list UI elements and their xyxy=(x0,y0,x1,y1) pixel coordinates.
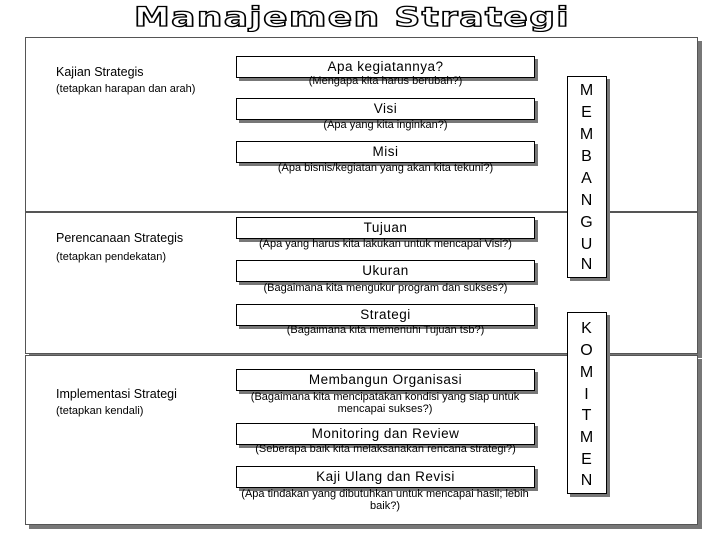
vertical-letter: M xyxy=(579,82,595,99)
box-monitoring-dan-review: Monitoring dan Review xyxy=(236,423,535,445)
section-title: Perencanaan Strategis xyxy=(56,231,184,245)
box-apa-kegiatannya: Apa kegiatannya? xyxy=(236,56,535,78)
vertical-letter: N xyxy=(580,472,594,489)
box-description: (Bagaimana kita mencipatakan kondisi yang siap untuk mencapai sukses?) xyxy=(250,391,520,415)
vertical-letter: M xyxy=(579,429,595,446)
vertical-letter: I xyxy=(584,386,590,403)
vertical-letter: B xyxy=(581,148,593,165)
section-subtitle: (tetapkan kendali) xyxy=(56,405,144,417)
box-description: (Seberapa baik kita melaksanakan rencana strategi?) xyxy=(255,443,516,455)
box-membangun-organisasi: Membangun Organisasi xyxy=(236,369,535,391)
box-description: (Bagaimana kita mengukur program dan sukses?) xyxy=(263,282,508,294)
box-description: (Bagaimana kita memenuhi Tujuan tsb?) xyxy=(286,324,485,336)
box-kaji-ulang-dan-revisi: Kaji Ulang dan Revisi xyxy=(236,466,535,488)
vertical-letter: M xyxy=(579,126,595,143)
vertical-letter: K xyxy=(581,320,593,337)
vertical-letter: T xyxy=(581,407,593,424)
vertical-letter: N xyxy=(580,256,594,273)
section-subtitle: (tetapkan harapan dan arah) xyxy=(56,83,196,95)
box-ukuran: Ukuran xyxy=(236,260,535,282)
box-description: (Apa bisnis/kegiatan yang akan kita tekuni?) xyxy=(277,162,494,174)
vertical-letter: G xyxy=(580,214,594,231)
section-subtitle: (tetapkan pendekatan) xyxy=(56,251,167,263)
box-description: (Apa yang kita inginkan?) xyxy=(323,119,448,131)
box-tujuan: Tujuan xyxy=(236,217,535,239)
section-title: Implementasi Strategi xyxy=(56,387,177,401)
box-strategi: Strategi xyxy=(236,304,535,326)
vertical-bar-komitmen xyxy=(567,312,607,494)
vertical-letter: E xyxy=(581,451,593,468)
box-visi: Visi xyxy=(236,98,535,120)
box-description: (Apa yang harus kita lakukan untuk mencapai Visi?) xyxy=(259,238,512,250)
box-misi: Misi xyxy=(236,141,535,163)
diagram-title xyxy=(0,0,720,32)
vertical-letter: O xyxy=(580,342,594,359)
vertical-letter: A xyxy=(581,170,593,187)
box-description: (Apa tindakan yang dibutuhkan untuk mencapai hasil; lebih baik?) xyxy=(241,488,529,512)
box-description: (Mengapa kita harus berubah?) xyxy=(308,75,463,87)
vertical-letter: N xyxy=(580,192,594,209)
vertical-letter: U xyxy=(580,236,594,253)
vertical-letter: M xyxy=(579,364,595,381)
title-text: Manajemen Strategi xyxy=(134,2,570,32)
section-title: Kajian Strategis xyxy=(56,65,144,79)
vertical-letter: E xyxy=(581,104,593,121)
vertical-bar-membangun xyxy=(567,76,607,278)
